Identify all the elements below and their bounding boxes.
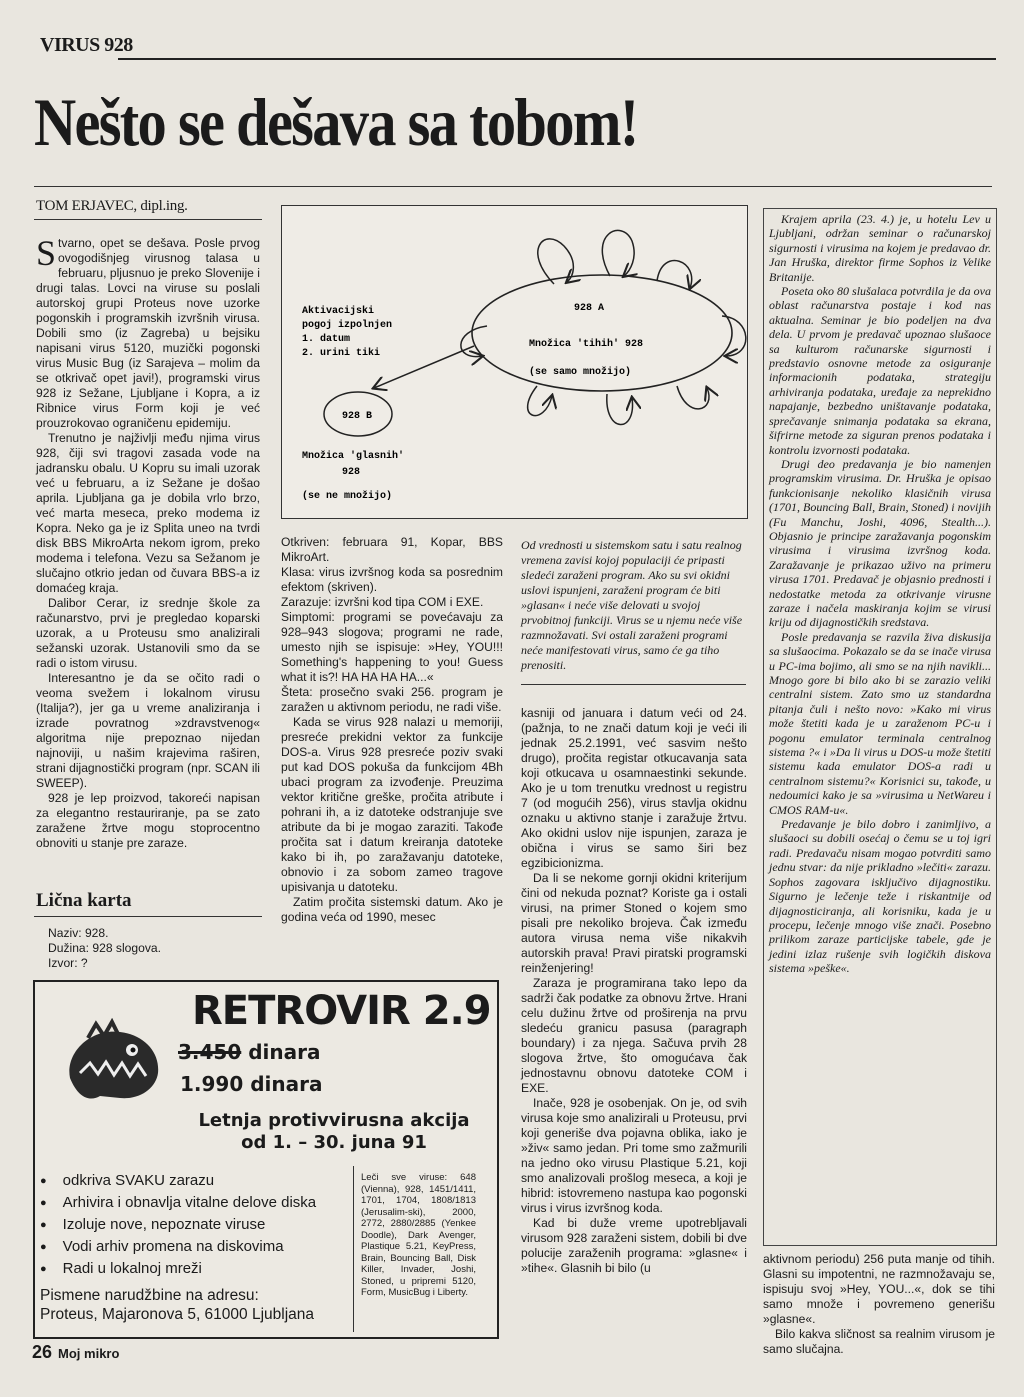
author-byline: TOM ERJAVEC, dipl.ing.: [36, 198, 188, 214]
promo-line: Letnja protivvirusna akcija: [198, 1110, 470, 1131]
loop-arrows: [461, 230, 746, 424]
loud-population-count: 928: [342, 467, 361, 478]
paragraph: Trenutno je najživlji među njima virus 928, čiji svi tragovi zasada vode na jadransku obalu. U Kopru su imali uzorak već u februaru, a iz Sežane je došao aprila. Ljubljana ga je dobila vrlo brzo, već marta meseca, preko modema iz Kopra. Neko ga je iz Splita uneo na tvrdi disk BBS MikroArta nekom igrom, preko modema i telefona. Vezu sa Sežanom je slučajno otkrio jedan od čuvara BBS-a iz domaćeg kraja.: [36, 431, 260, 595]
sidebar-paragraph: Drugi deo predavanja je bio namenjen programskim virusima. Dr. Hruška je opisao funkcionisanje nekoliko klasičnih virusa (1701, Bouncing Ball, Brain, Stoned) i novijih (Fu Manchu, Joshi, 4096, Stealth...). Objasnio je principe zaražavanja pogonskim virusima i virusima izvršnog koda. Zaražavanje je prikazao uživo na primeru virusa 1701. Predavač je objasnio prednosti i nedostatke metoda za otkrivanje virusne zaraze i načela maskiranja kojim se virusi kriju od dijagnostičkih sredstava.: [769, 456, 991, 630]
ad-new-price: 1.990 dinara: [180, 1072, 323, 1096]
caption-rule: [521, 684, 746, 685]
activation-label-2: pogoj izpolnjen: [302, 320, 393, 331]
page-number: 26: [32, 1342, 53, 1362]
ad-old-price: [178, 1040, 321, 1064]
old-price-value: 3.450: [178, 1040, 242, 1064]
old-price-suffix: dinara: [241, 1040, 321, 1064]
diagram-svg: [282, 206, 747, 518]
promo-line: od 1. – 30. juna 91: [241, 1132, 427, 1153]
activation-label-1: Aktivacijski: [302, 306, 375, 317]
seminar-sidebar-text: [769, 212, 991, 976]
author-rule: [34, 219, 262, 220]
paragraph: Bilo kakva sličnost sa realnim virusom je samo slučajna.: [763, 1327, 995, 1356]
paragraph: Šteta: prosečno svaki 256. program je zaražen u aktivnom periodu, ne radi više.: [281, 685, 503, 714]
headline-rule: [34, 186, 992, 187]
paragraph: Simptomi: programi se povećavaju za 928–943 slogova; programi ne rade, umesto njih se ispisuje: »Hey, YOU!!! Something's happening to you! Guess what it is?! HA HA HA HA...«: [281, 610, 503, 684]
ad-feature-item: ● Radi u lokalnoj mreži: [40, 1258, 316, 1280]
loud-population-note: (se ne množijo): [302, 491, 393, 502]
running-header: VIRUS 928: [40, 34, 133, 56]
idcard-list: [48, 926, 161, 971]
silent-population-note: (se samo množijo): [529, 367, 632, 378]
node-928a: 928 A: [574, 303, 605, 314]
page-footer: [32, 1342, 119, 1363]
ad-divider: [353, 1166, 354, 1332]
article-headline: Nešto se dešava sa tobom!: [34, 84, 638, 160]
order-line: Proteus, Majaronova 5, 61000 Ljubljana: [40, 1306, 315, 1323]
virus-creature-icon: [60, 1018, 170, 1108]
sidebar-paragraph: Posle predavanja se razvila živa diskusija sa slušaocima. Pokazalo se da se inače virusa u PC-ima bojimo, ali smo se na njih navikli... Mnogo gore bi bilo ako bi se zarazio veliki centralni sistem. Zato smo uz standardna pitanja čuli i nešto novo: »Kako mi virus može štetiti kada je u zaraženom PC-u i pogonu emulator terminala centralnog sistema ?« i »Da li virus u DOS-u može štetiti sistemu kada emulator DOS-a radi u centralnom sistemu?« Korisnici su, takođe, u nedoumici kako je sa »virusima u NetWareu i CMOS RAM-u«.: [769, 629, 991, 817]
header-rule: [118, 58, 996, 60]
ad-product-title: RETROVIR 2.9: [192, 988, 491, 1034]
silent-population-label: Množica 'tihih' 928: [529, 339, 644, 350]
ad-feature-list: [40, 1170, 316, 1280]
diagram-caption: Od vrednosti u sistemskom satu i satu realnog vremena zavisi kojoj populaciji će pripasti sledeći zaraženi program. Ako su svi okidni uslovi ispunjeni, zaraženi program će biti »glasan« i neće više delovati u svojoj prvobitnoj funkciji. Virus se u njemu neće više razmnožavati. Svi ostali zaraženi programi neće manifestovati virus, samo će ga tiho prenositi.: [521, 538, 743, 672]
node-928b: 928 B: [342, 411, 373, 422]
virus-population-diagram: [281, 205, 748, 519]
ad-virus-list: Leči sve viruse: 648 (Vienna), 928, 1451/1411, 1701, 1704, 1808/1813 (Jerusalim-ski), 2000, 2772, 2880/2885 (Yenkee Doodle), Dark Avenger, Plastique 5.21, KeyPress, Brain, Bouncing Ball, Disk Killer, Invader, Joshi, Stoned, u pripremi 5120, Form, MusicBug i Liberty.: [361, 1172, 476, 1298]
ad-feature-item: ● odkriva SVAKU zarazu: [40, 1170, 316, 1192]
ad-feature-item: ● Izoluje nove, nepoznate viruse: [40, 1214, 316, 1236]
loud-population-label: Množica 'glasnih': [302, 451, 405, 462]
paragraph: Stvarno, opet se dešava. Posle prvog ovogodišnjeg virusnog talasa u februaru, pljusnuo je preko Slovenije i drugi talas. Lovci na viruse su poslali autorskoj grupi Proteus nove uzorke pogonskih i programskih izvršnih virusa. Dobili smo (iz Zagreba) u bejsiku napisani virus 5120, muzički pogonski virus Music Bug (iz Sarajeva – molim da se otkrivač opet javi!), programski virus 928 iz Sežane, Ljubljane i Kopra, a iz Ribnice virus Form koji je već prouzrokovao ograničenu epidemiju.: [36, 233, 260, 430]
sidebar-paragraph: Predavanje je bilo dobro i zanimljivo, a slušaoci su dobili osećaj o čemu se u toj igri radi. Predavaču nisam mogao potvrditi samo jednu stvar: da nije prikladno »lečiti« zarazu. Sophos zagovara isključivo dijagnostiku. Sigurno je lečenje teže i riskantnije od dijagnosticiranja, ali korisniku, kada je u procepu, lečenje mnogo više znači. Posebno prilikom zaraze particijske tabele, gde je jedini izlaz rušenje svih logičkih diskova sistema »peške«.: [769, 817, 991, 976]
sidebar-paragraph: Krajem aprila (23. 4.) je, u hotelu Lev u Ljubljani, održan seminar o računarskoj sigurnosti i virusima na kojem je predavao dr. Jan Hruška, direktor firme Sophos iz Velike Britanije.: [769, 212, 991, 284]
idcard-line: Izvor: ?: [48, 956, 88, 970]
drop-cap: S: [36, 233, 57, 273]
paragraph: Da li se nekome gornji okidni kriterijum čini od nekuda poznat? Koriste ga i ostali virusi, na primer Stoned o kojem smo pisali pre nekoliko brojeva. Čak između autora virusa nema više nikakvih autorskih prava! Pravi piratski programski reinženjering!: [521, 871, 747, 975]
paragraph: Kad bi duže vreme upotrebljavali virusom 928 zaraženi sistem, dobili bi dve polucije zaraženih programa: »glasne« i »tihe«. Glasnih bi bilo (u: [521, 1216, 747, 1275]
idcard-title: Lična karta: [36, 890, 132, 911]
idcard-line: Naziv: 928.: [48, 926, 109, 940]
paragraph: kasniji od januara i datum veći od 24. (pažnja, to ne znači datum koji je veći ili jednak 25.2.1991, već sasvim nešto drugo), pročita registar otkucavanja sata koji otkucava u osamnaestinki sekunde. Ako je u tom trenutku vrednost u registru 7 (od mogućih 256), virus stavlja okidnu oznaku u aktivno stanje i zaražuje žrtvu. Ako okidni uslov nije ispunjen, zaraza je obična i virus se samo širi bez egzibicionizma.: [521, 706, 747, 870]
ad-order-address: [40, 1286, 314, 1324]
paragraph: Klasa: virus izvršnog koda sa posrednim efektom (skriven).: [281, 565, 503, 594]
paragraph: Kada se virus 928 nalazi u memoriji, presreće prekidni vektor za funkcije DOS-a. Virus 928 presreće poziv svaki put kad DOS pokuša da funkcijom 4Bh ubaci program za izvođenje. Preuzima vektor kritične greške, pročita atribute i pohrani ih, a iz datoteke odstranjuje sve atribute da bi je mogao zaraziti. Takođe pročita sat i datum kreiranja datoteke kako bi ih, po zaražavanju datoteke, obnovio i za sobom zameo tragove upisivanja u datoteku.: [281, 715, 503, 894]
ad-feature-item: ● Arhivira i obnavlja vitalne delove diska: [40, 1192, 316, 1214]
article-column-2: [281, 535, 503, 925]
arrow-to-loud: [374, 346, 474, 388]
ad-feature-item: ● Vodi arhiv promena na diskovima: [40, 1236, 316, 1258]
article-column-3: [521, 706, 747, 1276]
sidebar-paragraph: Poseta oko 80 slušalaca potvrdila je da ova oblast računarstva postaje i kod nas aktualna. Seminar je bio podeljen na dva dela. U prvom je predavač upoznao slušaoce sa kulturom računarske sigurnosti i predstavio osnovne metode za osiguranje informacionih podataka, strategiju arhiviranja podataka, uređaje za neprekidno napajanje, bezbedno uništavanje podataka, sprečavanje snimanja podataka sa ekrana, šifrirne metode za siguran prenos podataka i kontrolu izvornosti podataka.: [769, 284, 991, 457]
paragraph: Zaraza je programirana tako lepo da sadrži čak podatke za obnovu žrtve. Hrani celu dužinu žrtve od proširenja na prvu sledeću granicu pasusa (paragraph boundary) i za njega. Sačuva prvih 28 slogova žrtve, što omogućava čak jednostavnu obnovu datoteke COM i EXE.: [521, 976, 747, 1095]
idcard-rule: [34, 916, 262, 917]
order-line: Pismene narudžbine na adresu:: [40, 1287, 259, 1304]
ad-promo: [195, 1110, 473, 1154]
paragraph: Zarazuje: izvršni kod tipa COM i EXE.: [281, 595, 484, 609]
paragraph: 928 je lep proizvod, takoreći napisan za elegantno restauriranje, pa se zato zaražene žrtve mogu stoprocentno obnoviti u stanje pre zaraze.: [36, 791, 260, 850]
paragraph: Zatim pročita sistemski datum. Ako je godina veća od 1990, mesec: [281, 895, 503, 924]
paragraph: Dalibor Cerar, iz srednje škole za računarstvo, prvi je pregledao koparski uzorak, a u Proteusu smo analizirali sežanski uzorak. Ustanovili smo da se radi o istom virusu.: [36, 596, 260, 670]
paragraph: Interesantno je da se očito radi o veoma svežem i lokalnom virusu (Italija?), jer ga u vreme analiziranja i izrade povratnog »zdravstvenog« algoritma nije prepoznao nijedan najnoviji, u našim krajevima raširen, strani dijagnostički program (npr. SCAN ili SWEEP).: [36, 671, 260, 790]
activation-label-4: 2. urini tiki: [302, 348, 381, 359]
paragraph: aktivnom periodu) 256 puta manje od tihih. Glasni su impotentni, ne razmnožavaju se, ispisuju svoj »Hey, YOU...«, dok se tihi samo množe i povremeno generišu »glasne«.: [763, 1252, 995, 1326]
paragraph: Otkriven: februara 91, Kopar, BBS MikroArt.: [281, 535, 503, 564]
paragraph: Inače, 928 je osobenjak. On je, od svih virusa koje smo analizirali u Proteusu, prvi koji generiše dva pojavna oblika, iako je »živ« samo jedan. Pri tome smo zažmurili na jedno oko virusu Plastique 5.21, koji smo analizovali prošlog meseca, a koji je hibrid: istovremeno nastupa kao pogonski virus i virus izvršnog koda.: [521, 1096, 747, 1215]
idcard-line: Dužina: 928 slogova.: [48, 941, 161, 955]
activation-label-3: 1. datum: [302, 334, 351, 345]
article-column-4: [763, 1252, 995, 1357]
magazine-name: Moj mikro: [58, 1346, 120, 1361]
article-column-1: [36, 233, 260, 851]
